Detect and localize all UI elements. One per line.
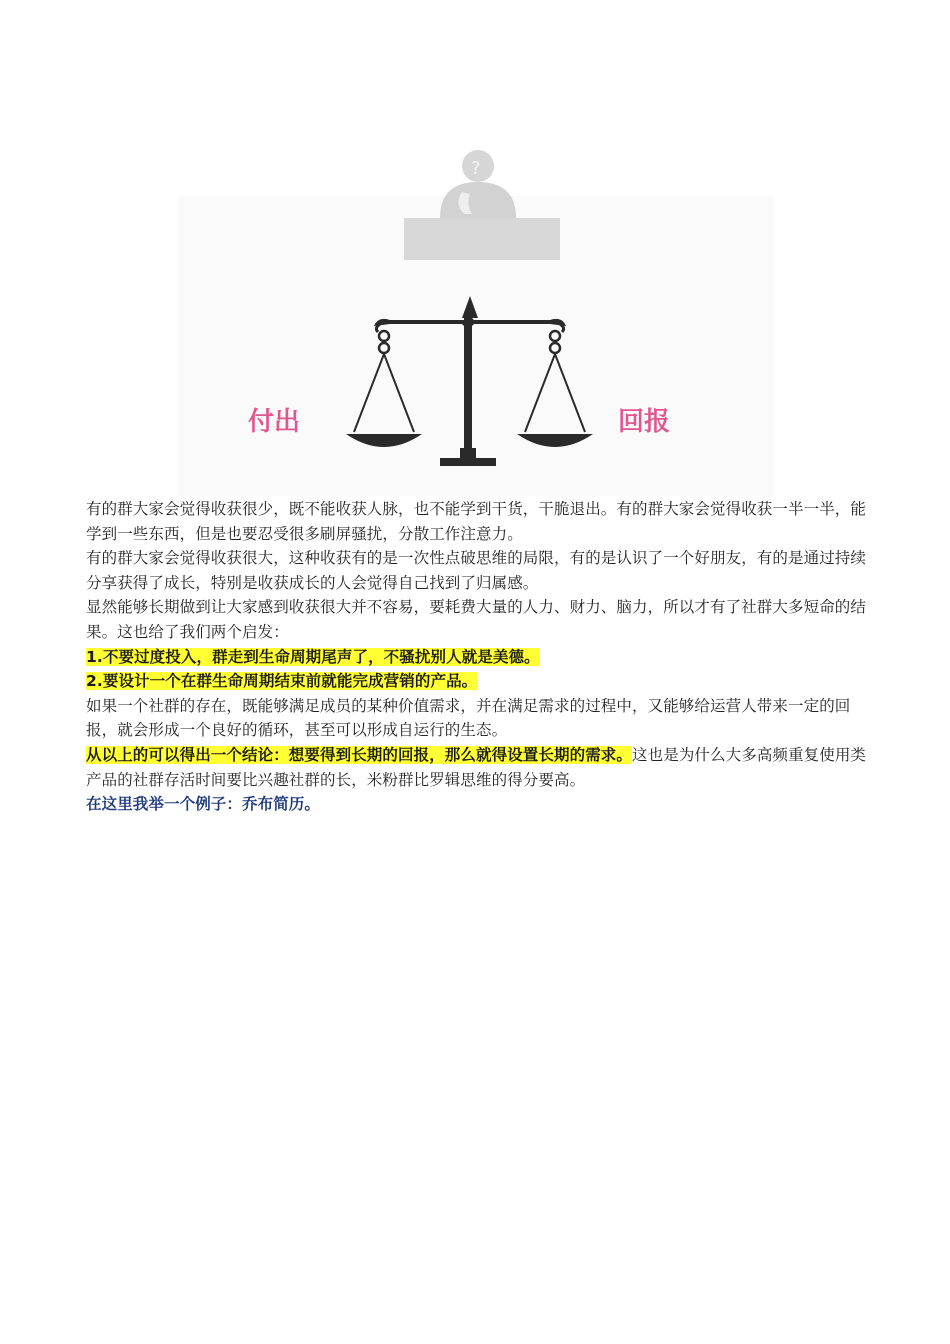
conclusion-rest: 这也是为什么大多高频重复使用类产品的社群存活时间要比兴趣社群的长，米粉群比罗辑思维的得分要高。	[86, 745, 867, 789]
insight-1-highlight: 1.不要过度投入，群走到生命周期尾声了，不骚扰别人就是美德。	[86, 647, 540, 666]
paragraph-3: 显然能够长期做到让大家感到收获很大并不容易，要耗费大量的人力、财力、脑力，所以才有了社群大多短命的结果。这也给了我们两个启发：	[86, 598, 867, 641]
label-pay: 付出	[248, 407, 301, 437]
conclusion-highlight: 从以上的可以得出一个结论：想要得到长期的回报，那么就得设置长期的需求。	[86, 745, 633, 764]
paragraph-8	[86, 792, 868, 817]
article-body	[86, 497, 868, 817]
paragraph-1: 有的群大家会觉得收获很少，既不能收获人脉，也不能学到干货，干脆退出。有的群大家会觉得收获一半一半，能学到一些东西，但是也要忍受很多刷屏骚扰，分散工作注意力。	[86, 500, 867, 543]
example-intro: 在这里我举一个例子：乔布简历。	[86, 795, 321, 814]
balance-scale-illustration	[178, 148, 774, 496]
paragraph-4	[86, 645, 868, 670]
paragraph-6: 如果一个社群的存在，既能够满足成员的某种价值需求，并在满足需求的过程中，又能够给运营人带来一定的回报，就会形成一个良好的循环，甚至可以形成自运行的生态。	[86, 696, 851, 740]
illustration-svg	[178, 148, 774, 496]
paragraph-5	[86, 669, 868, 694]
paragraph-2: 有的群大家会觉得收获很大，这种收获有的是一次性点破思维的局限，有的是认识了一个好朋友，有的是通过持续分享获得了成长，特别是收获成长的人会觉得自己找到了归属感。	[86, 549, 867, 592]
insight-2-highlight: 2.要设计一个在群生命周期结束前就能完成营销的产品。	[86, 672, 478, 691]
label-return: 回报	[618, 407, 671, 437]
svg-text:?: ?	[471, 158, 481, 179]
paragraph-7	[86, 743, 868, 792]
